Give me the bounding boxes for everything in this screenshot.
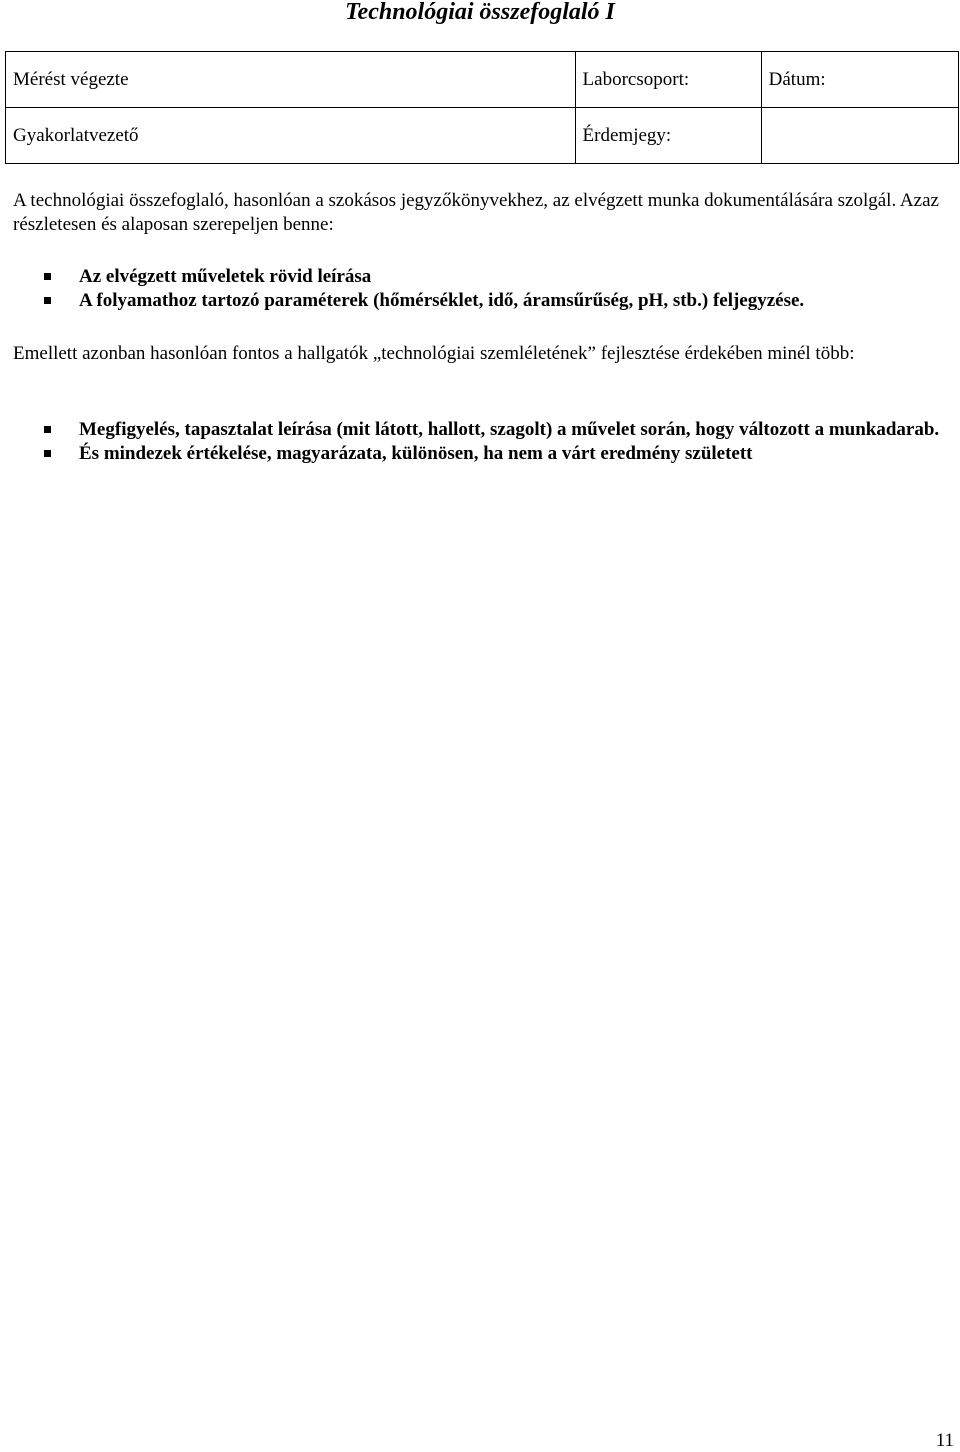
instructor-value[interactable] xyxy=(163,108,575,164)
instructor-label: Gyakorlatvezető xyxy=(6,108,163,164)
square-bullet-icon xyxy=(44,426,51,433)
page-title: Technológiai összefoglaló I xyxy=(345,0,615,25)
list-item-text: Megfigyelés, tapasztalat leírása (mit látott, hallott, szagolt) a művelet során, hogy változott a munkadarab. xyxy=(79,419,940,440)
list-item xyxy=(0,418,949,442)
grade-label[interactable]: Érdemjegy: xyxy=(575,108,761,164)
list-item-text: A folyamathoz tartozó paraméterek (hőmérséklet, idő, áramsűrűség, pH, stb.) feljegyzése. xyxy=(79,290,805,311)
list-item xyxy=(0,289,949,313)
date-label[interactable]: Dátum: xyxy=(761,52,958,108)
lab-group-label[interactable]: Laborcsoport: xyxy=(575,52,761,108)
square-bullet-icon xyxy=(44,297,51,304)
square-bullet-icon xyxy=(44,450,51,457)
body-paragraph: Emellett azonban hasonlóan fontos a hallgatók „technológiai szemléletének” fejlesztése érdekében minél több: xyxy=(13,343,855,364)
header-table xyxy=(5,51,959,164)
measured-by-value[interactable] xyxy=(163,52,575,108)
list-item-text: És mindezek értékelése, magyarázata, különösen, ha nem a várt eredmény született xyxy=(79,443,753,464)
square-bullet-icon xyxy=(44,273,51,280)
list-item xyxy=(0,442,949,466)
list-item-text: Az elvégzett műveletek rövid leírása xyxy=(79,266,372,287)
measured-by-label: Mérést végezte xyxy=(6,52,163,108)
observations-list xyxy=(0,418,949,466)
requirements-list xyxy=(0,265,949,313)
header-row-1 xyxy=(6,52,959,108)
header-row-2 xyxy=(6,108,959,164)
list-item xyxy=(0,265,949,289)
page-number: 11 xyxy=(935,1430,954,1451)
grade-empty-cell[interactable] xyxy=(761,108,958,164)
intro-paragraph: A technológiai összefoglaló, hasonlóan a szokásos jegyzőkönyvekhez, az elvégzett munka dokumentálására szolgál. Azaz részletesen és alaposan szerepeljen benne: xyxy=(13,190,939,235)
